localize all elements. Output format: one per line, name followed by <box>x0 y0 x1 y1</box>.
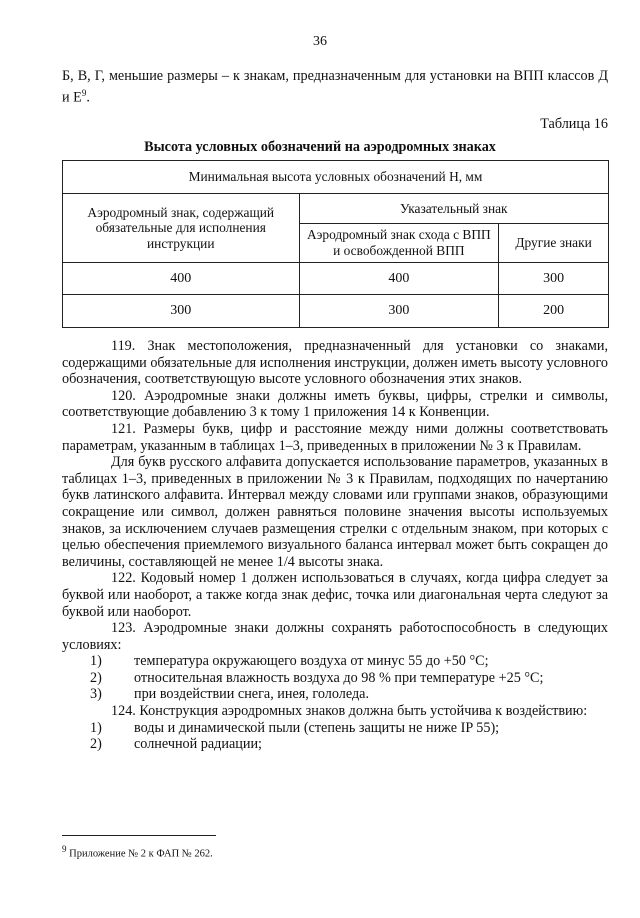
intro-text: Б, В, Г, меньшие размеры – к знакам, предназначенным для установки на ВПП классов Д и Е <box>62 68 608 106</box>
paragraph-119: 119. Знак местоположения, предназначенный для установки со знаками, содержащими обязательные для исполнения инструкции, должен иметь высоту условного обозначения, соответствующую высоте условного обозначения этих знаков. <box>62 338 608 388</box>
table-col3-header: Другие знаки <box>499 224 609 263</box>
paragraph-121: 121. Размеры букв, цифр и расстояние между ними должны соответствовать параметрам, указанным в таблицах 1–3, приведенных в приложении № 3 к Правилам. <box>62 420 608 454</box>
paragraph-124: 124. Конструкция аэродромных знаков должна быть устойчива к воздействию: <box>111 703 588 720</box>
table-header-row <box>63 161 609 194</box>
footnote <box>62 844 213 860</box>
intro-end: . <box>86 89 90 106</box>
footnote-separator <box>62 835 216 836</box>
table-col2-header: Аэродромный знак схода с ВПП и освобожденной ВПП <box>299 224 499 263</box>
paragraph-121-continued: Для букв русского алфавита допускается использование параметров, указанных в таблицах 1–3, приведенных в приложении № 3 к Правилам, подходящих по начертанию букв латинского алфавита. Интервал между словами или группами знаков, образующими сокращение или символ, должен равняться половине значения высоты используемых знаков, за исключением случаев размещения стрелки с отдельным знаком, при которых с целью обеспечения приемлемого визуального баланса интервал может быть сокращен до величины, составляющей не менее 1/4 высоты знака. <box>62 454 608 570</box>
body-text <box>62 338 608 753</box>
table-title: Высота условных обозначений на аэродромных знаках <box>144 139 496 155</box>
list-item <box>62 686 608 703</box>
table-label: Таблица 16 <box>540 116 608 132</box>
footnote-text: Приложение № 2 к ФАП № 262. <box>69 848 213 860</box>
list-item-text: температура окружающего воздуха от минус 55 до +50 °С; <box>134 653 489 670</box>
list-item-number: 3) <box>90 686 102 703</box>
paragraph-122: 122. Кодовый номер 1 должен использоваться в случаях, когда цифра следует за буквой или наоборот, а также когда знак дефис, точка или диагональная черта следуют за буквой или наоборот. <box>62 570 608 620</box>
table-cell: 400 <box>63 263 300 295</box>
table-row <box>63 295 609 328</box>
symbol-height-table <box>62 160 609 328</box>
page-number: 36 <box>313 34 327 49</box>
list-item-number: 1) <box>90 653 102 670</box>
table-group-header: Указательный знак <box>299 194 608 224</box>
list-item-text: относительная влажность воздуха до 98 % при температуре +25 °С; <box>134 669 544 686</box>
table-row <box>63 263 609 295</box>
table-cell: 300 <box>63 295 300 328</box>
list-item <box>62 653 608 670</box>
list-item-text: воды и динамической пыли (степень защиты не ниже IP 55); <box>134 719 500 736</box>
table-header-top: Минимальная высота условных обозначений H, мм <box>63 161 609 194</box>
list-item-text: при воздействии снега, инея, гололеда. <box>134 686 370 703</box>
list-item <box>62 670 608 687</box>
intro-paragraph <box>62 68 608 106</box>
paragraph-123: 123. Аэродромные знаки должны сохранять работоспособность в следующих условиях: <box>62 620 608 653</box>
list-item <box>62 736 608 753</box>
table-cell: 400 <box>299 263 499 295</box>
table-cell: 300 <box>499 263 609 295</box>
list-item-text: солнечной радиации; <box>134 736 262 753</box>
table-header-row <box>63 194 609 224</box>
list-item-number: 1) <box>90 719 102 736</box>
list-item <box>62 720 608 737</box>
footnote-reference[interactable]: 9 <box>81 87 87 98</box>
list-item-number: 2) <box>90 736 102 753</box>
table-cell: 200 <box>499 295 609 328</box>
list-item-number: 2) <box>90 669 102 686</box>
footnote-mark: 9 <box>62 844 67 854</box>
paragraph-120: 120. Аэродромные знаки должны иметь буквы, цифры, стрелки и символы, соответствующие добавлению 3 к тому 1 приложения 14 к Конвенции. <box>62 387 608 421</box>
table-col1-header: Аэродромный знак, содержащий обязательные для исполнения инструкции <box>63 194 300 263</box>
table-cell: 300 <box>299 295 499 328</box>
